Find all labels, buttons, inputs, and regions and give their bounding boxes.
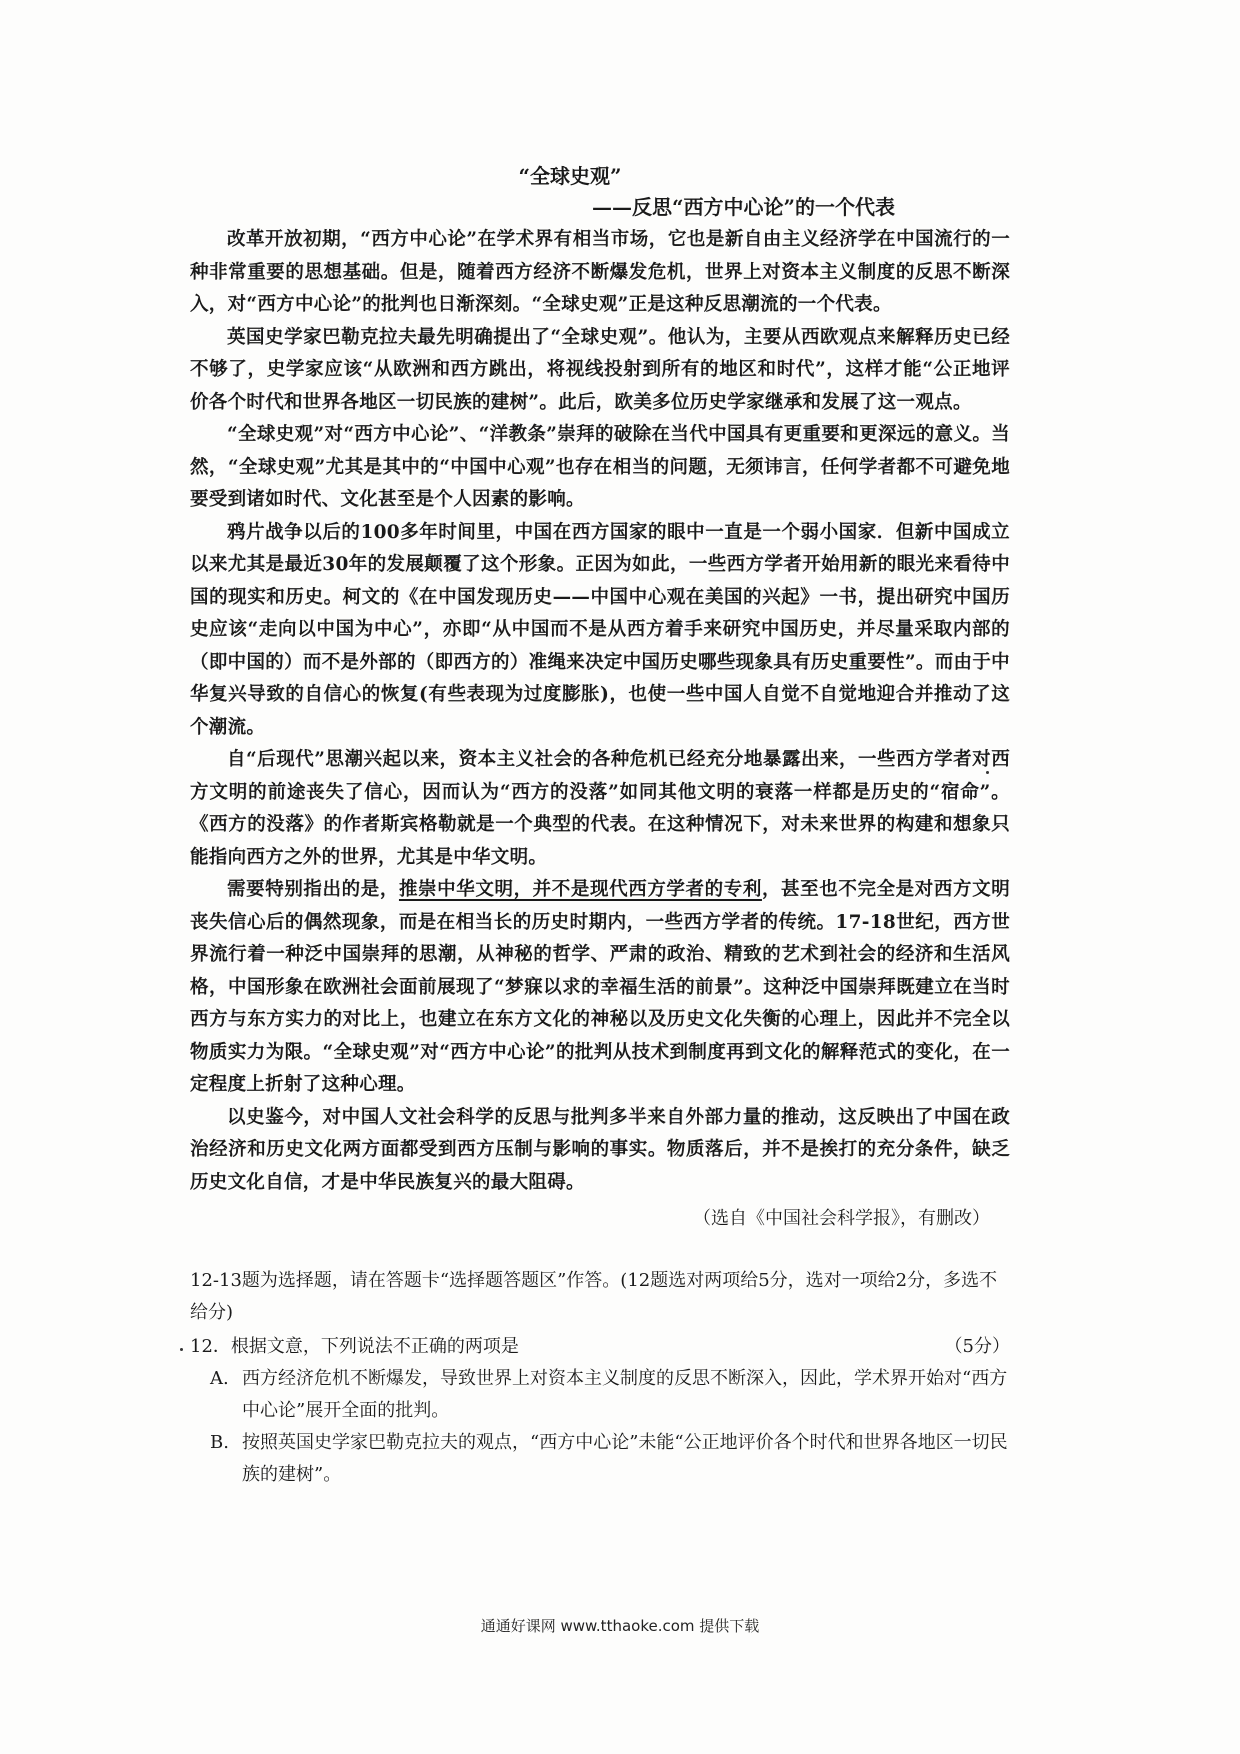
paragraph-1: 改革开放初期，“西方中心论”在学术界有相当市场，它也是新自由主义经济学在中国流行的一种非常重要的思想基础。但是，随着西方经济不断爆发危机，世界上对资本主义制度的反思不断深入，对“西方中心论”的批判也日渐深刻。“全球史观”正是这种反思潮流的一个代表。 [190, 229, 1010, 315]
question-12-stem: 12．根据文意，下列说法不正确的两项是 [190, 1336, 519, 1357]
paragraph-2: 英国史学家巴勒克拉夫最先明确提出了“全球史观”。他认为，主要从西欧观点来解释历史已经不够了，史学家应该“从欧洲和西方跳出，将视线投射到所有的地区和时代”，这样才能“公正地评价各个时代和世界各地区一切民族的建树”。此后，欧美多位历史学家继承和发展了这一观点。 [190, 326, 1010, 413]
option-a-letter: A. [210, 1368, 229, 1389]
question-12-score: （5分） [944, 1336, 1010, 1357]
question-instruction: 12-13题为选择题，请在答题卡“选择题答题区”作答。(12题选对两项给5分，选对一项给2分，多选不给分) [190, 1270, 998, 1323]
option-a-text: 西方经济危机不断爆发，导致世界上对资本主义制度的反思不断深入，因此，学术界开始对“西方中心论”展开全面的批判。 [242, 1368, 1008, 1421]
question-12 [190, 1331, 1010, 1363]
paragraph-4: 鸦片战争以后的100多年时间里，中国在西方国家的眼中一直是一个弱小国家．但新中国成立以来尤其是最近30年的发展颠覆了这个形象。正因为如此，一些西方学者开始用新的眼光来看待中国的现实和历史。柯文的《在中国发现历史——中国中心观在美国的兴起》一书，提出研究中国历史应该“走向以中国为中心”，亦即“从中国而不是从西方着手来研究中国历史，并尽量采取内部的（即中国的）而不是外部的（即西方的）准绳来决定中国历史哪些现象具有历史重要性”。而由于中华复兴导致的自信心的恢复(有些表现为过度膨胀)，也使一些中国人自觉不自觉地迎合并推动了这个潮流。 [190, 521, 1010, 738]
underlined-sentence: 推崇中华文明，并不是现代西方学者的专利 [398, 879, 762, 900]
article [190, 160, 1010, 1235]
question-section [190, 1265, 1010, 1491]
paragraph-6-lead: 需要特别指出的是， [227, 879, 399, 900]
paragraph-3: “全球史观”对“西方中心论”、“洋教条”崇拜的破除在当代中国具有更重要和更深远的意义。当然，“全球史观”尤其是其中的“中国中心观”也存在相当的问题，无须讳言，任何学者都不可避免地要受到诸如时代、文化甚至是个人因素的影响。 [190, 424, 1010, 510]
article-title: “全球史观” [518, 164, 622, 188]
paragraph-7: 以史鉴今，对中国人文社会科学的反思与批判多半来自外部力量的推动，这反映出了中国在政治经济和历史文化两方面都受到西方压制与影响的事实。物质落后，并不是挨打的充分条件，缺乏历史文化自信，才是中华民族复兴的最大阻碍。 [190, 1106, 1010, 1193]
option-b-letter: B. [210, 1432, 229, 1453]
footer-watermark: 通通好课网 www.tthaoke.com 提供下载 [480, 1617, 760, 1635]
option-b [190, 1427, 1010, 1491]
article-subtitle: ——反思“西方中心论”的一个代表 [591, 195, 895, 219]
scan-speck [180, 1348, 183, 1351]
paragraph-5: 自“后现代”思潮兴起以来，资本主义社会的各种危机已经充分地暴露出来，一些西方学者对西方文明的前途丧失了信心，因而认为“西方的没落”如同其他文明的衰落一样都是历史的“宿命”。《西方的没落》的作者斯宾格勒就是一个典型的代表。在这种情况下，对未来世界的构建和想象只能指向西方之外的世界，尤其是中华文明。 [190, 749, 1010, 868]
paragraph-6 [190, 874, 1010, 1102]
scan-speck [986, 771, 989, 774]
paragraph-6-rest: ，甚至也不完全是对西方文明丧失信心后的偶然现象，而是在相当长的历史时期内，一些西方学者的传统。17-18世纪，西方世界流行着一种泛中国崇拜的思潮，从神秘的哲学、严肃的政治、精致的艺术到社会的经济和生活风格，中国形象在欧洲社会面前展现了“梦寐以求的幸福生活的前景”。这种泛中国崇拜既建立在当时西方与东方实力的对比上，也建立在东方文化的神秘以及历史文化失衡的心理上，因此并不完全以物质实力为限。“全球史观”对“西方中心论”的批判从技术到制度再到文化的解释范式的变化，在一定程度上折射了这种心理。 [190, 879, 1011, 1095]
option-a [190, 1363, 1010, 1427]
article-source: （选自《中国社会科学报》，有删改） [693, 1208, 990, 1229]
option-b-text: 按照英国史学家巴勒克拉夫的观点，“西方中心论”未能“公正地评价各个时代和世界各地区一切民族的建树”。 [242, 1432, 1008, 1485]
